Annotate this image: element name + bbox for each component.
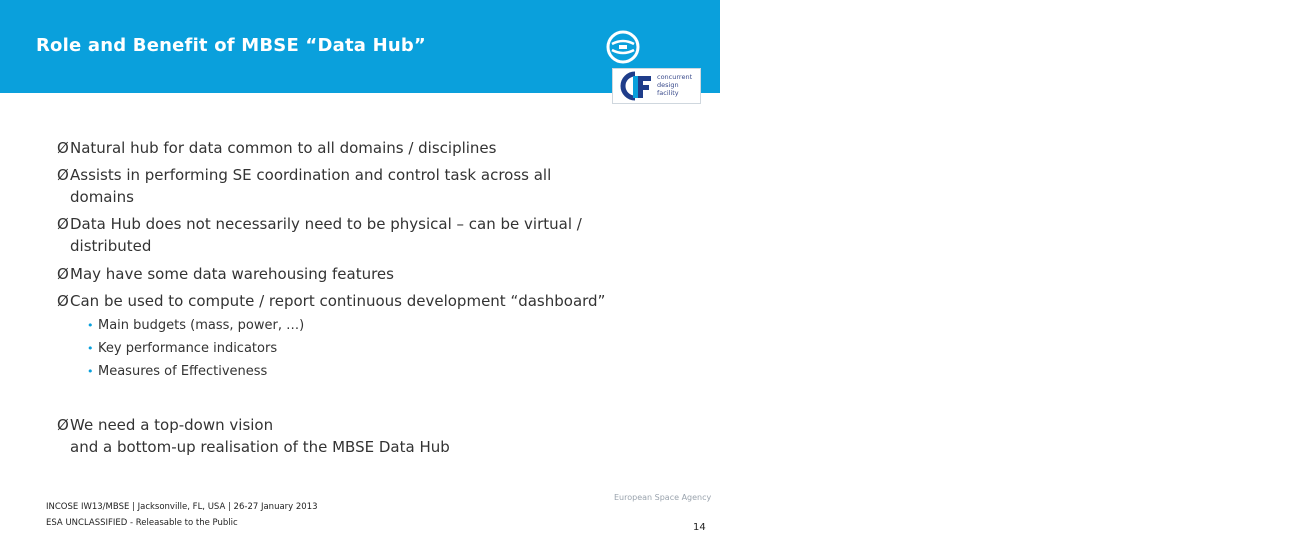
cdf-logo-text: [657, 73, 700, 97]
sub-bullet-item: [87, 341, 277, 357]
sub-bullet-text: Measures of Effectiveness: [98, 364, 268, 379]
bullet-item: [57, 290, 605, 312]
esa-wordmark: esa: [1246, 26, 1307, 65]
arrow-bullet-icon: Ø: [57, 166, 69, 184]
arrow-bullet-icon: Ø: [57, 416, 69, 434]
bullet-item: [57, 263, 394, 285]
slide-title: Role and Benefit of MBSE “Data Hub”: [36, 35, 426, 56]
sub-bullet-text: Main budgets (mass, power, …): [98, 318, 305, 333]
bullet-item: [57, 213, 582, 257]
bullet-text: Can be used to compute / report continuous development “dashboard”: [70, 292, 606, 310]
bullet-text: Data Hub does not necessarily need to be physical – can be virtual /: [70, 215, 582, 233]
bullet-text: and a bottom-up realisation of the MBSE Data Hub: [70, 438, 450, 456]
bullet-item: [57, 164, 551, 208]
bullet-text: domains: [70, 188, 134, 206]
arrow-bullet-icon: Ø: [57, 292, 69, 310]
bullet-text: Natural hub for data common to all domains / disciplines: [70, 139, 497, 157]
bullet-text: distributed: [70, 237, 152, 255]
cdf-logo: [612, 68, 701, 104]
footer-event-line: INCOSE IW13/MBSE | Jacksonville, FL, USA | 26-27 January 2013: [46, 502, 318, 512]
cdf-emblem-icon: [615, 70, 655, 102]
closing-bullet: [57, 414, 450, 458]
esa-globe-icon: [606, 30, 640, 64]
bullet-text: Assists in performing SE coordination and control task across all: [70, 166, 552, 184]
footer-classification-line: ESA UNCLASSIFIED - Releasable to the Public: [46, 518, 238, 528]
bullet-text: May have some data warehousing features: [70, 265, 394, 283]
dot-bullet-icon: •: [87, 319, 94, 332]
dot-bullet-icon: •: [87, 365, 94, 378]
bullet-text: We need a top-down vision: [70, 416, 274, 434]
cdf-text-line: design facility: [657, 81, 679, 97]
cdf-text-line: concurrent: [657, 73, 693, 81]
bullet-item: [57, 137, 496, 159]
arrow-bullet-icon: Ø: [57, 215, 69, 233]
arrow-bullet-icon: Ø: [57, 265, 69, 283]
page-number: 14: [693, 522, 706, 533]
arrow-bullet-icon: Ø: [57, 139, 69, 157]
sub-bullet-text: Key performance indicators: [98, 341, 278, 356]
esa-logo: [606, 26, 1307, 65]
dot-bullet-icon: •: [87, 342, 94, 355]
agency-name: European Space Agency: [614, 493, 712, 502]
sub-bullet-item: [87, 318, 304, 334]
sub-bullet-item: [87, 364, 267, 380]
